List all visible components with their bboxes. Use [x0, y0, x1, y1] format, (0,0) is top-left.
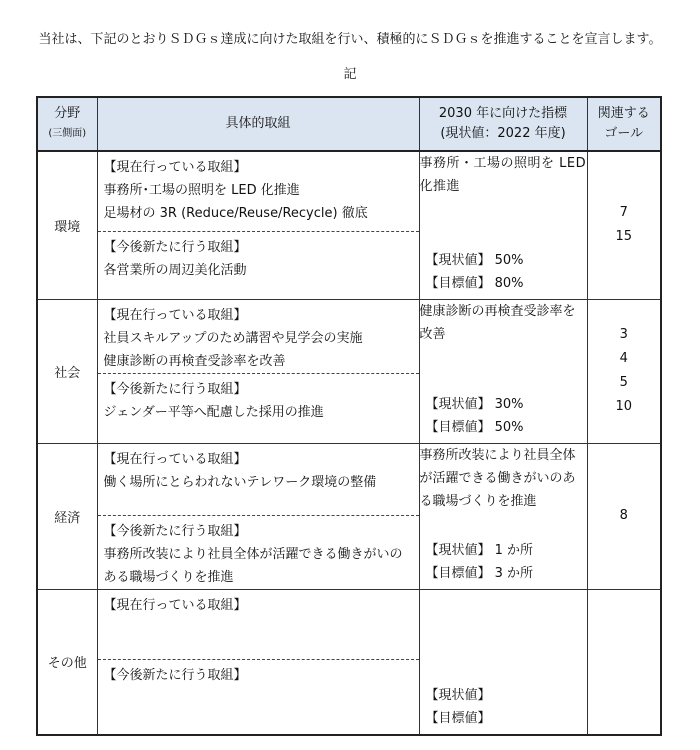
current-initiatives — [98, 300, 419, 374]
initiatives-cell — [97, 589, 419, 735]
list-item: 足場材の 3R (Reduce/Reuse/Recycle) 徹底 — [103, 206, 368, 221]
target-value: 【目標値】 80% — [425, 275, 524, 291]
goal-number: 4 — [619, 351, 628, 366]
goals-cell — [587, 589, 661, 735]
list-item: 事務所･工場の照明を LED 化推進 — [103, 183, 300, 198]
new-initiatives — [98, 232, 419, 282]
list-item: 健康診断の再検査受診率を改善 — [103, 353, 286, 369]
list-item: 事務所改装により社員全体が活躍できる働きがいのある職場づくりを推進 — [103, 546, 403, 585]
header-goals-line2: ゴール — [604, 126, 644, 141]
new-initiatives — [98, 516, 419, 589]
goal-number: 7 — [619, 205, 628, 221]
initiatives-cell — [97, 151, 419, 299]
current-value: 【現状値】 1 か所 — [425, 542, 534, 558]
target-cell — [419, 299, 587, 443]
current-heading: 【現在行っている取組】 — [103, 451, 247, 467]
goal-number: 10 — [615, 399, 633, 414]
goals-cell — [587, 151, 661, 299]
field-cell: 経済 — [37, 443, 97, 589]
current-value: 【現状値】 — [425, 688, 491, 703]
list-item: 社員スキルアップのため講習や見学会の実施 — [103, 330, 363, 346]
table-row — [37, 151, 661, 299]
new-heading: 【今後新たに行う取組】 — [103, 667, 247, 683]
new-initiatives — [98, 374, 419, 424]
current-initiatives — [98, 590, 419, 660]
current-heading: 【現在行っている取組】 — [103, 597, 247, 613]
new-heading: 【今後新たに行う取組】 — [103, 381, 247, 397]
field-cell: 環境 — [37, 151, 97, 299]
header-goals — [587, 97, 661, 151]
header-target-line1: 2030 年に向けた指標 — [438, 106, 568, 121]
field-cell: 社会 — [37, 299, 97, 443]
new-heading: 【今後新たに行う取組】 — [103, 523, 247, 539]
target-value: 【目標値】 — [425, 711, 491, 726]
header-field-label: 分野 — [54, 106, 81, 121]
initiatives-cell — [97, 443, 419, 589]
table-row — [37, 589, 661, 735]
declaration-text: 当社は、下記のとおりＳＤＧｓ達成に向けた取組を行い、積極的にＳＤＧｓを推進することを宣言します。 — [38, 32, 662, 47]
new-initiatives — [98, 660, 419, 687]
header-field — [37, 97, 97, 151]
header-target-line2: (現状値：2022 年度) — [440, 126, 566, 141]
target-description: 健康診断の再検査受診率を改善 — [419, 303, 576, 342]
header-initiatives: 具体的取組 — [97, 97, 419, 151]
goal-number: 3 — [619, 327, 628, 342]
current-heading: 【現在行っている取組】 — [103, 307, 247, 323]
goals-cell — [587, 299, 661, 443]
initiatives-cell — [97, 299, 419, 443]
target-value: 【目標値】 50% — [425, 419, 524, 435]
current-initiatives — [98, 152, 419, 232]
header-target — [419, 97, 587, 151]
target-cell — [419, 589, 587, 735]
current-value: 【現状値】 30% — [425, 396, 524, 412]
ki-heading: 記 — [343, 67, 357, 82]
target-value: 【目標値】 3 か所 — [425, 565, 534, 581]
current-value: 【現状値】 50% — [425, 252, 524, 268]
new-heading: 【今後新たに行う取組】 — [103, 240, 247, 255]
current-initiatives — [98, 444, 419, 516]
goal-number: 5 — [619, 375, 628, 390]
sdgs-table — [36, 96, 662, 736]
header-goals-line1: 関連する — [597, 106, 650, 121]
header-field-sub: (三側面) — [48, 128, 87, 139]
list-item: ジェンダー平等へ配慮した採用の推進 — [103, 404, 324, 420]
table-row — [37, 299, 661, 443]
header-row — [37, 97, 661, 151]
goal-number: 8 — [619, 508, 628, 523]
target-description: 事務所改装により社員全体が活躍できる働きがいのある職場づくりを推進 — [419, 447, 576, 509]
table-row — [37, 443, 661, 589]
target-description: 事務所・工場の照明を LED 化推進 — [419, 156, 587, 194]
target-cell — [419, 151, 587, 299]
target-cell — [419, 443, 587, 589]
current-heading: 【現在行っている取組】 — [103, 160, 247, 175]
list-item: 各営業所の周辺美化活動 — [103, 263, 247, 278]
field-cell: その他 — [37, 589, 97, 735]
goals-cell — [587, 443, 661, 589]
list-item: 働く場所にとらわれないテレワーク環境の整備 — [103, 474, 377, 490]
goal-number: 15 — [615, 229, 633, 245]
